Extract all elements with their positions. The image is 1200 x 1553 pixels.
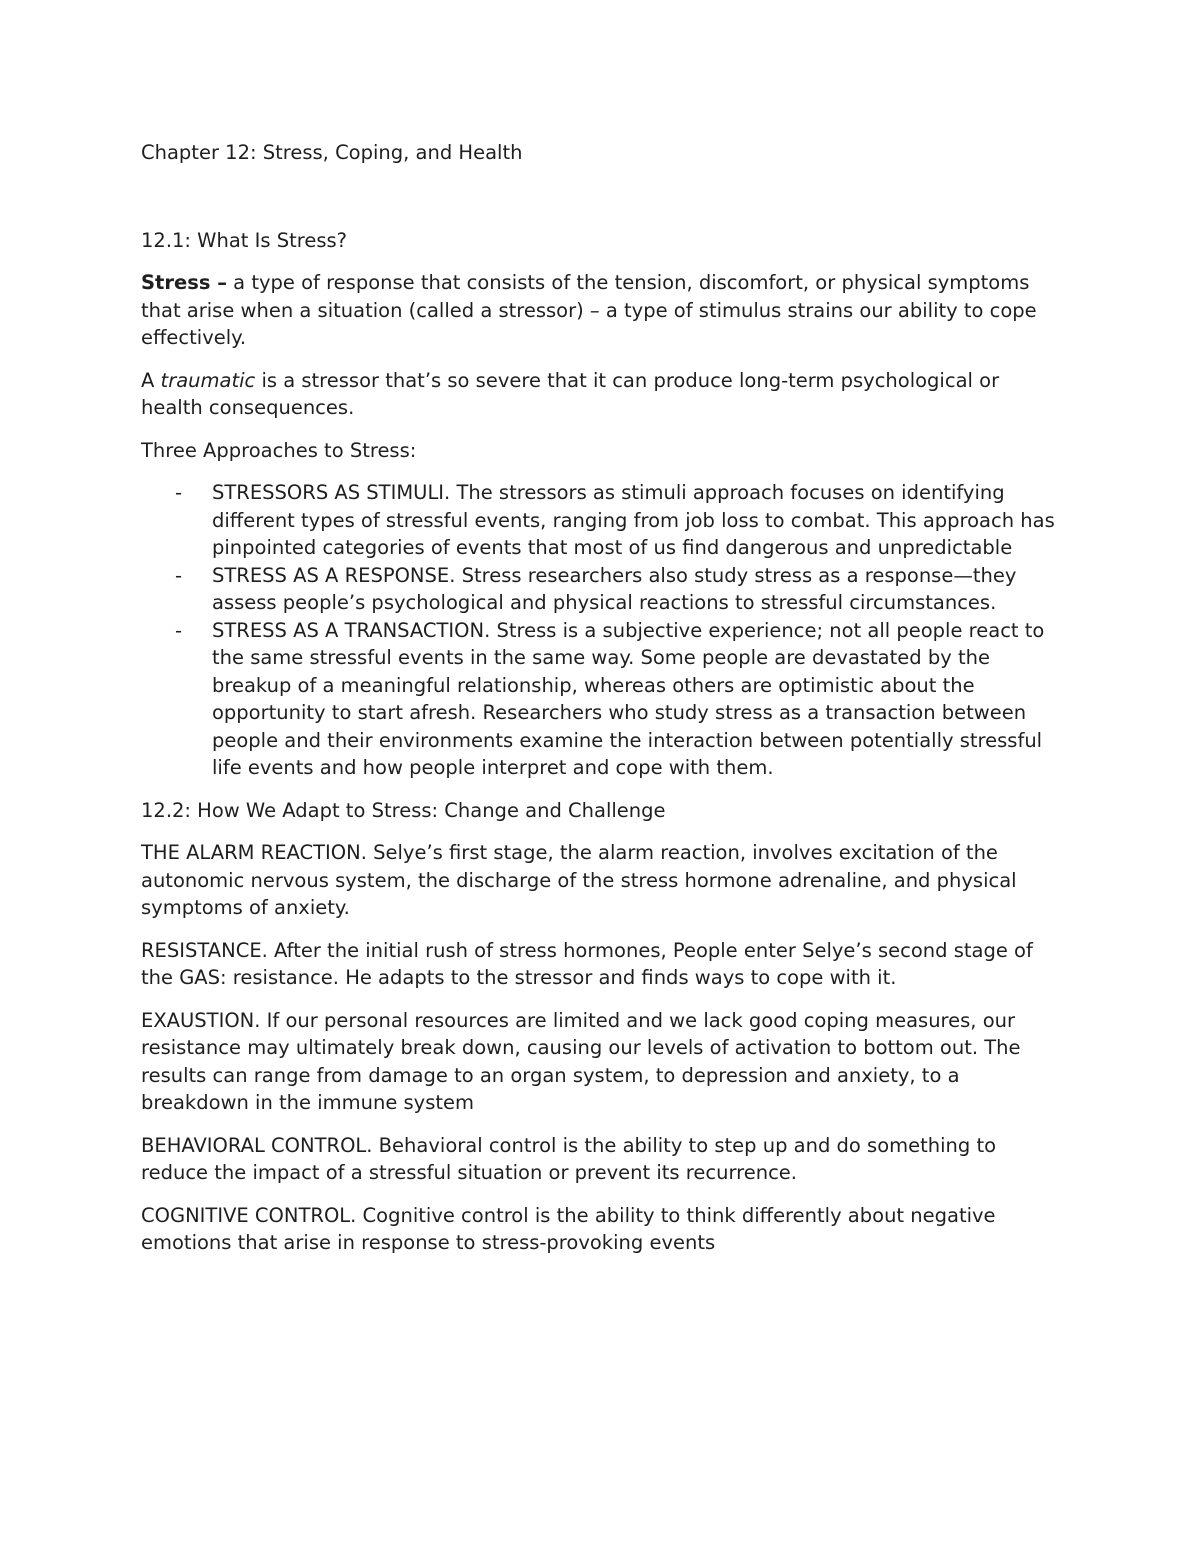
document-title: Chapter 12: Stress, Coping, and Health [141,141,523,164]
list-item-text: STRESSORS AS STIMULI. The stressors as stimuli approach focuses on identifying different types of stressful events, ranging from job loss to combat. This approach has pinpointed categories of events that most of us find dangerous and unpredictable [212,481,1055,559]
dash-bullet: - [175,563,183,587]
list-item-text: STRESS AS A TRANSACTION. Stress is a subjective experience; not all people react to the same stressful events in the same way. Some people are devastated by the breakup of a meaningful relationship, whereas others are optimistic about the opportunity to start afresh. Researchers who study stress as a transaction between people and their environments examine the interaction between potentially stressful life events and how people interpret and cope with them. [212,618,1045,779]
paragraph-behavioral-control: BEHAVIORAL CONTROL. Behavioral control is the ability to step up and do something to reduce the impact of a stressful situation or prevent its recurrence. [141,1133,997,1184]
traumatic-prefix: A [141,368,161,392]
paragraph-resistance: RESISTANCE. After the initial rush of stress hormones, People enter Selye’s second stage of the GAS: resistance. He adapts to the stressor and finds ways to cope with it. [141,938,1033,989]
traumatic-definition [141,367,1066,422]
list-item [141,617,1066,782]
dash-bullet: - [175,618,183,642]
traumatic-term: traumatic [160,368,256,392]
paragraph-exhaustion: EXAUSTION. If our personal resources are limited and we lack good coping measures, our resistance may ultimately break down, causing our levels of activation to bottom out. The results can range from damage to an organ system, to depression and anxiety, to a breakdown in the immune system [141,1008,1021,1114]
approaches-label: Three Approaches to Stress: [141,438,417,462]
list-item-text: STRESS AS A RESPONSE. Stress researchers also study stress as a response—they assess people’s psychological and physical reactions to stressful circumstances. [212,563,1017,614]
approaches-list [141,479,1066,782]
list-item [141,562,1066,617]
document-page [141,139,1066,1272]
section-heading-12-2: 12.2: How We Adapt to Stress: Change and Challenge [141,798,666,822]
paragraph-cognitive-control: COGNITIVE CONTROL. Cognitive control is the ability to think differently about negative emotions that arise in response to stress-provoking events [141,1203,996,1254]
stress-definition [141,269,1066,352]
section-heading-12-1: 12.1: What Is Stress? [141,228,348,252]
paragraph-alarm-reaction: THE ALARM REACTION. Selye’s first stage, the alarm reaction, involves excitation of the autonomic nervous system, the discharge of the stress hormone adrenaline, and physical symptoms of anxiety. [141,841,1017,919]
stress-definition-text: a type of response that consists of the tension, discomfort, or physical symptoms that arise when a situation (called a stressor) – a type of stimulus strains our ability to cope effectively. [141,271,1037,349]
list-item [141,479,1066,562]
dash-bullet: - [175,481,183,504]
stress-term: Stress – [141,271,227,294]
traumatic-definition-text: is a stressor that’s so severe that it can produce long-term psychological or health consequences. [141,368,1000,419]
